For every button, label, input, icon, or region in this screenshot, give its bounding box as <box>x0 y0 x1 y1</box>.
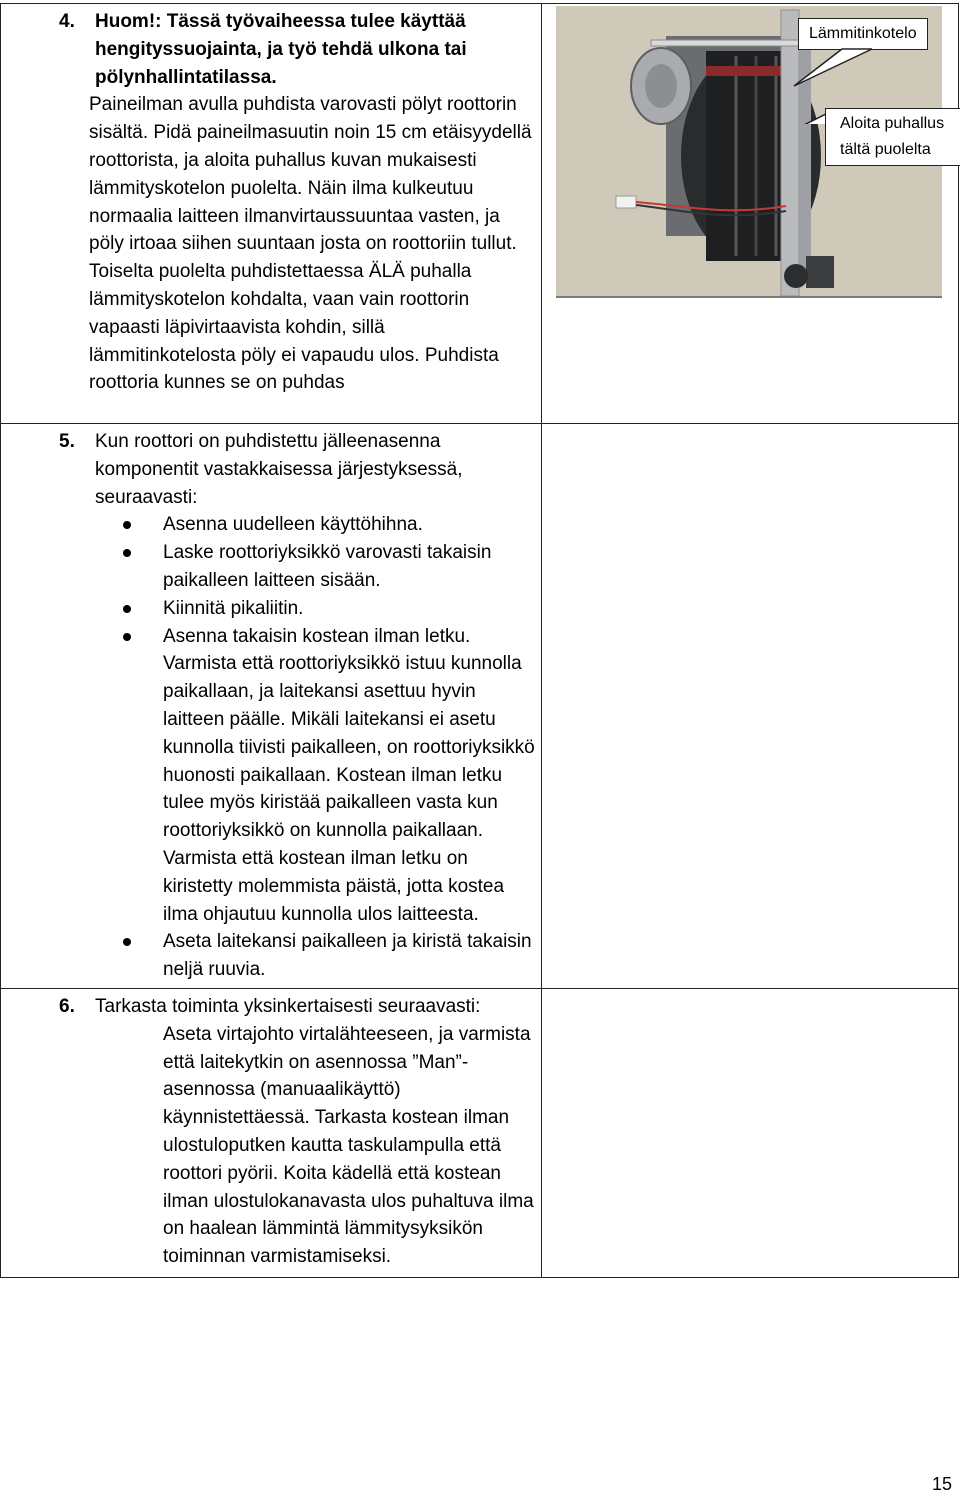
list-item: Asenna uudelleen käyttöhihna. <box>163 511 535 539</box>
figure <box>542 4 958 423</box>
instruction-table <box>0 3 959 1278</box>
step-4-warning <box>95 8 535 91</box>
step-6-intro: Tarkasta toiminta yksinkertaisesti seuraavasti: <box>95 995 481 1017</box>
step-5-bullet-list <box>1 511 535 984</box>
step-4-figure-cell <box>542 4 959 424</box>
callout-start-side: Aloita puhallus tältä puolelta <box>825 108 960 166</box>
step-6-empty-cell <box>542 988 959 1277</box>
table-row-step-5 <box>1 424 959 989</box>
step-5-number: 5. <box>59 431 75 452</box>
list-item: Kiinnitä pikaliitin. <box>163 595 535 623</box>
step-4-body: Paineilman avulla puhdista varovasti pölyt roottorin sisältä. Pidä paineilmasuutin noin 15 cm etäisyydellä roottorista, ja aloita puhallus kuvan mukaisesti lämmityskotelon puolelta. Näin ilma kulkeutuu normaalia laitteen ilmanvirtaussuuntaa vasten, ja pöly irtoaa siihen suuntaan josta on roottoriin tullut. Toiselta puolelta puhdistettaessa ÄLÄ puhalla lämmityskotelon kohdalta, vaan vain roottorin vapaasti läpivirtaavista kohdin, sillä lämmitinkotelosta pöly ei vapaudu ulos. Puhdista roottoria kunnes se on puhdas <box>89 94 532 394</box>
step-6-body: Aseta virtajohto virtalähteeseen, ja varmista että laitekytkin on asennossa ”Man”-asennossa (manuaalikäyttö) käynnistettäessä. Tarkasta kostean ilman ulostuloputken kautta taskulampulla että roottori pyörii. Koita kädellä että kostean ilman ulostulokanavasta ulos puhaltuva ilma on haalean lämmintä lämmitysyksikön toiminnan varmistamiseksi. <box>163 1023 534 1268</box>
step-5-intro: Kun roottori on puhdistettu jälleenasenna komponentit vastakkaisessa järjestyksessä, seuraavasti: <box>95 431 463 508</box>
table-row-step-6 <box>1 988 959 1277</box>
step-5-text-cell <box>1 424 542 989</box>
warning-prefix: Huom! <box>95 11 156 32</box>
list-item: Asenna takaisin kostean ilman letku. Varmista että roottoriyksikkö istuu kunnolla paikallaan, ja laitekansi asettuu hyvin laitteen päälle. Mikäli laitekansi ei asetu kunnolla tiivisti paikalleen, on roottoriyksikkö huonosti paikallaan. Kostean ilman letku tulee myös kiristää paikalleen vasta kun roottoriyksikkö on kunnolla paikallaan. Varmista että kostean ilman letku on kiristetty molemmista päistä, jotta kostea ilma ohjautuu kunnolla ulos laitteesta. <box>163 623 535 929</box>
step-4-text-cell <box>1 4 542 424</box>
warning-text: : Tässä työvaiheessa tulee käyttää hengityssuojainta, ja työ tehdä ulkona tai pölynhallintatilassa. <box>95 11 467 88</box>
step-4-number: 4. <box>59 11 75 32</box>
callout-heater-housing: Lämmitinkotelo <box>798 18 928 50</box>
step-6-text-cell <box>1 988 542 1277</box>
list-item: Laske roottoriyksikkö varovasti takaisin paikalleen laitteen sisään. <box>163 539 535 595</box>
list-item: Aseta laitekansi paikalleen ja kiristä takaisin neljä ruuvia. <box>163 928 535 984</box>
step-6-number: 6. <box>59 995 75 1017</box>
page-number: 15 <box>931 1474 952 1494</box>
step-5-empty-cell <box>542 424 959 989</box>
table-row-step-4 <box>1 4 959 424</box>
